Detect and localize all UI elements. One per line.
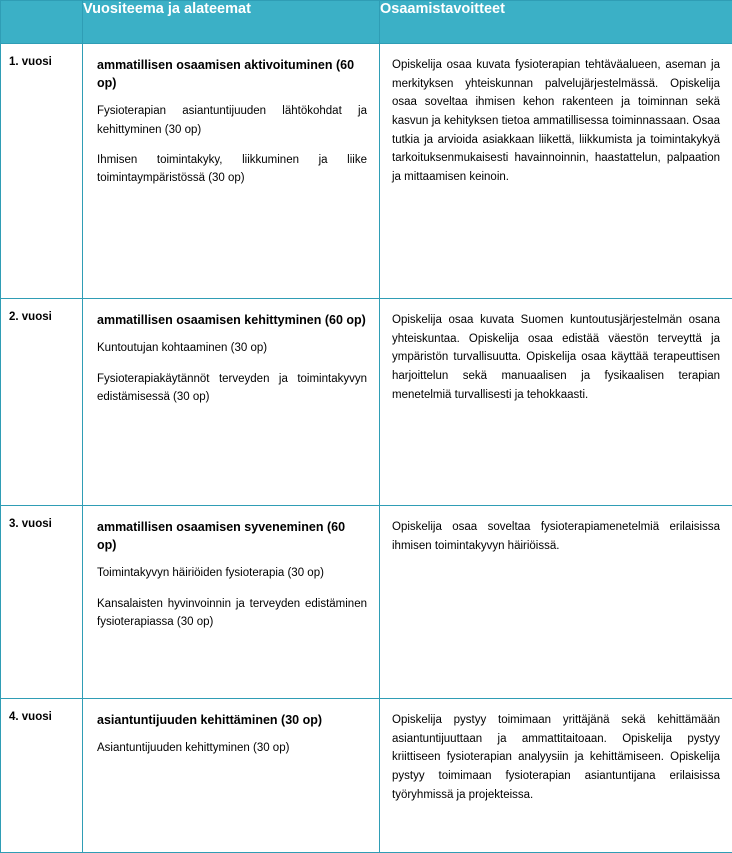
year-label: 3. vuosi bbox=[1, 506, 83, 699]
sub-theme-item: Asiantuntijuuden kehittyminen (30 op) bbox=[97, 739, 367, 757]
goals-cell bbox=[380, 44, 732, 299]
column-header-year bbox=[1, 1, 83, 44]
year-label: 1. vuosi bbox=[1, 44, 83, 299]
sub-theme-item: Fysioterapian asiantuntijuuden lähtökohdat ja kehittyminen (30 op) bbox=[97, 102, 367, 139]
table-row bbox=[1, 506, 732, 699]
theme-cell bbox=[83, 299, 380, 506]
column-header-goals: Osaamistavoitteet bbox=[380, 1, 732, 44]
sub-theme-item: Toimintakyvyn häiriöiden fysioterapia (30 op) bbox=[97, 564, 367, 582]
goal-text: Opiskelija pystyy toimimaan yrittäjänä sekä kehittämään asiantuntijuuttaan ja ammattitaitoaan. Opiskelija pystyy kriittiseen fysioterapian analyysiin ja kehittämiseen. Opiskelija pystyy toimimaan fysioterapian asiantuntijana erilaisissa työryhmissä ja projekteissa. bbox=[392, 711, 720, 804]
goals-cell bbox=[380, 299, 732, 506]
sub-theme-item: Fysioterapiakäytännöt terveyden ja toimintakyvyn edistämisessä (30 op) bbox=[97, 370, 367, 407]
year-label: 4. vuosi bbox=[1, 699, 83, 853]
goals-cell bbox=[380, 699, 732, 853]
table-row bbox=[1, 299, 732, 506]
year-label: 2. vuosi bbox=[1, 299, 83, 506]
goals-cell bbox=[380, 506, 732, 699]
column-header-theme: Vuositeema ja alateemat bbox=[83, 1, 380, 44]
theme-title: ammatillisen osaamisen syveneminen (60 op) bbox=[97, 518, 367, 554]
table-row bbox=[1, 44, 732, 299]
sub-theme-item: Kuntoutujan kohtaaminen (30 op) bbox=[97, 339, 367, 357]
header-row bbox=[1, 1, 732, 44]
theme-title: ammatillisen osaamisen kehittyminen (60 op) bbox=[97, 311, 367, 329]
sub-theme-item: Ihmisen toimintakyky, liikkuminen ja liike toimintaympäristössä (30 op) bbox=[97, 151, 367, 188]
table-row bbox=[1, 699, 732, 853]
table-body bbox=[1, 44, 732, 853]
theme-title: ammatillisen osaamisen aktivoituminen (60 op) bbox=[97, 56, 367, 92]
goal-text: Opiskelija osaa kuvata Suomen kuntoutusjärjestelmän osana yhteiskuntaa. Opiskelija osaa edistää väestön terveyttä ja ympäristön turvallisuutta. Opiskelija osaa käyttää terapeuttisen harjoittelun sekä manuaalisen ja fysikaalisen terapian menetelmiä turvallisesti ja tehokkaasti. bbox=[392, 311, 720, 404]
theme-cell bbox=[83, 506, 380, 699]
goal-text: Opiskelija osaa soveltaa fysioterapiamenetelmiä erilaisissa ihmisen toimintakyvyn häiriöissä. bbox=[392, 518, 720, 555]
table-header bbox=[1, 1, 732, 44]
theme-cell bbox=[83, 44, 380, 299]
theme-cell bbox=[83, 699, 380, 853]
goal-text: Opiskelija osaa kuvata fysioterapian tehtäväalueen, aseman ja merkityksen yhteiskunnan palvelujärjestelmässä. Opiskelija osaa soveltaa ihmisen kehon rakenteen ja toiminnan sekä kasvun ja kehityksen tietoa ammatillisessa toiminnassaan. Osaa tutkia ja arvioida asiakkaan liikettä, liikkumista ja toimintakykyä tarkoituksenmukaisesti havainnoinnin, haastattelun, palpaation ja mittaamisen keinoin. bbox=[392, 56, 720, 186]
sub-theme-item: Kansalaisten hyvinvoinnin ja terveyden edistäminen fysioterapiassa (30 op) bbox=[97, 595, 367, 632]
theme-title: asiantuntijuuden kehittäminen (30 op) bbox=[97, 711, 367, 729]
